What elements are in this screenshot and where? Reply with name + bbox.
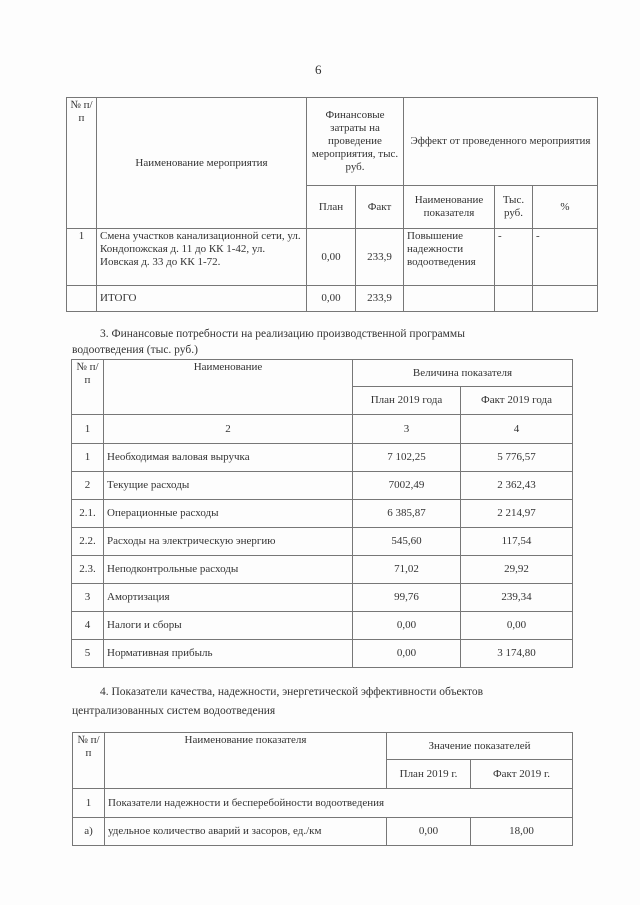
cell-plan: 0,00	[353, 612, 461, 640]
cell-fact: 18,00	[471, 818, 573, 846]
group-row	[73, 789, 573, 818]
header-costs: Финансовые затраты на проведение мероприятия, тыс. руб.	[307, 98, 404, 186]
cell-num: 1	[67, 229, 97, 286]
header-fact: Факт	[356, 186, 404, 229]
cell-name: Операционные расходы	[104, 500, 353, 528]
header-plan: План 2019 г.	[387, 760, 471, 789]
cell-num: 2.3.	[72, 556, 104, 584]
total-plan: 0,00	[307, 286, 356, 312]
header-num: № п/п	[73, 733, 105, 789]
cell-thousand-rub: -	[495, 229, 533, 286]
col-number: 1	[72, 415, 104, 444]
section4-title-line2: централизованных систем водоотведения	[72, 705, 276, 717]
cell-num: 5	[72, 640, 104, 668]
table-row	[72, 584, 573, 612]
table-row	[72, 528, 573, 556]
table-row	[72, 640, 573, 668]
cell-fact: 3 174,80	[461, 640, 573, 668]
total-row	[67, 286, 598, 312]
section4-title-line1: 4. Показатели качества, надежности, энергетической эффективности объектов	[100, 686, 484, 698]
table-row	[72, 612, 573, 640]
table-row	[72, 556, 573, 584]
header-percent: %	[533, 186, 598, 229]
cell-fact: 29,92	[461, 556, 573, 584]
cell-plan: 0,00	[307, 229, 356, 286]
cell-plan: 99,76	[353, 584, 461, 612]
total-label: ИТОГО	[97, 286, 307, 312]
header-name: Наименование показателя	[105, 733, 387, 789]
cell-name: Необходимая валовая выручка	[104, 444, 353, 472]
header-name: Наименование мероприятия	[97, 98, 307, 229]
column-numbers-row	[72, 415, 573, 444]
cell-name: Неподконтрольные расходы	[104, 556, 353, 584]
table-row	[72, 444, 573, 472]
cell-indicator: Повышение надежности водоотведения	[404, 229, 495, 286]
table-row	[72, 500, 573, 528]
page-number: 6	[315, 62, 322, 77]
cell-name: Текущие расходы	[104, 472, 353, 500]
financial-needs-table	[71, 359, 573, 668]
header-plan: План 2019 года	[353, 387, 461, 415]
cell-name: Смена участков канализационной сети, ул. Кондопожская д. 11 до КК 1-42, ул. Иовская д. 33 до КК 1-72.	[97, 229, 307, 286]
col-number: 2	[104, 415, 353, 444]
cell-num: 2	[72, 472, 104, 500]
col-number: 4	[461, 415, 573, 444]
quality-indicators-table	[72, 732, 573, 846]
table-row	[73, 818, 573, 846]
cell-fact: 2 214,97	[461, 500, 573, 528]
header-value: Значение показателей	[387, 733, 573, 760]
section3-title-line2: водоотведения (тыс. руб.)	[72, 344, 198, 356]
cell-plan: 71,02	[353, 556, 461, 584]
header-fact: Факт 2019 г.	[471, 760, 573, 789]
header-num: № п/п	[67, 98, 97, 229]
header-num: № п/п	[72, 360, 104, 415]
cell-fact: 0,00	[461, 612, 573, 640]
header-fact: Факт 2019 года	[461, 387, 573, 415]
header-thousand-rub: Тыс. руб.	[495, 186, 533, 229]
cell-name: Налоги и сборы	[104, 612, 353, 640]
header-effect: Эффект от проведенного мероприятия	[404, 98, 598, 186]
cell-num: 2.2.	[72, 528, 104, 556]
cell-plan: 545,60	[353, 528, 461, 556]
section3-title-line1: 3. Финансовые потребности на реализацию производственной программы	[100, 328, 465, 340]
header-name: Наименование	[104, 360, 353, 415]
cell-plan: 6 385,87	[353, 500, 461, 528]
cell-plan: 0,00	[353, 640, 461, 668]
cell-plan: 0,00	[387, 818, 471, 846]
activities-table	[66, 97, 598, 312]
cell-plan: 7002,49	[353, 472, 461, 500]
col-number: 3	[353, 415, 461, 444]
cell-name: удельное количество аварий и засоров, ед./км	[105, 818, 387, 846]
cell-fact: 117,54	[461, 528, 573, 556]
cell-fact: 5 776,57	[461, 444, 573, 472]
cell-fact: 239,34	[461, 584, 573, 612]
header-indicator: Наименование показателя	[404, 186, 495, 229]
cell-name: Нормативная прибыль	[104, 640, 353, 668]
cell-num: 3	[72, 584, 104, 612]
table-row	[67, 229, 598, 286]
cell-plan: 7 102,25	[353, 444, 461, 472]
cell-fact: 2 362,43	[461, 472, 573, 500]
group-name: Показатели надежности и бесперебойности водоотведения	[105, 789, 573, 818]
total-fact: 233,9	[356, 286, 404, 312]
group-num: 1	[73, 789, 105, 818]
cell-num: а)	[73, 818, 105, 846]
cell-num: 4	[72, 612, 104, 640]
cell-name: Расходы на электрическую энергию	[104, 528, 353, 556]
cell-percent: -	[533, 229, 598, 286]
cell-num: 2.1.	[72, 500, 104, 528]
cell-name: Амортизация	[104, 584, 353, 612]
table-row	[72, 472, 573, 500]
cell-num: 1	[72, 444, 104, 472]
header-value: Величина показателя	[353, 360, 573, 387]
cell-fact: 233,9	[356, 229, 404, 286]
header-plan: План	[307, 186, 356, 229]
